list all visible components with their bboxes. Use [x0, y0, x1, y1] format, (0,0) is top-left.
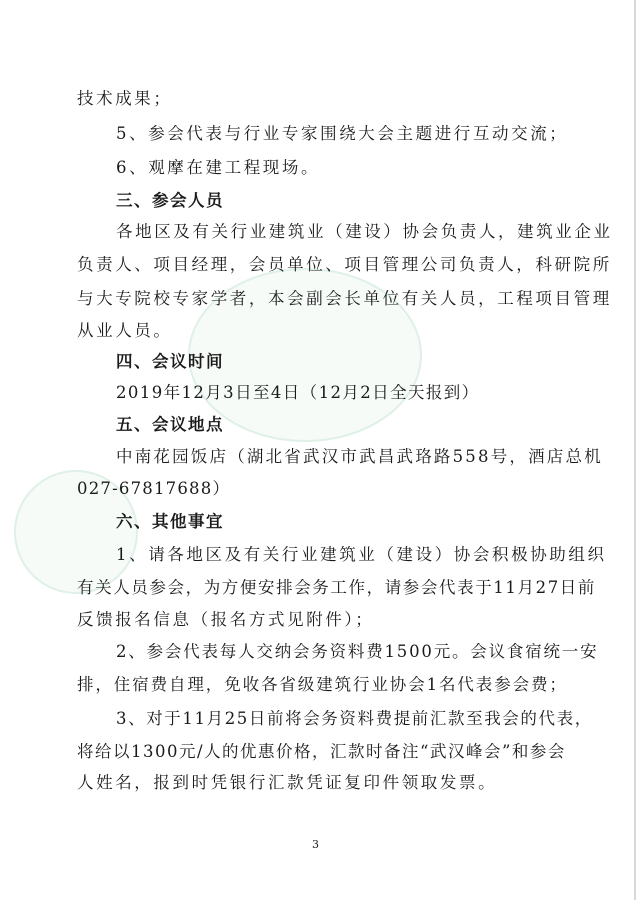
text-line-technical-results: 技术成果； — [77, 89, 173, 108]
text-line-item-6: 6、观摩在建工程现场。 — [116, 158, 321, 177]
text-line-attendees-2: 负责人、项目经理，会员单位、项目管理公司负责人，科研院所 — [77, 255, 612, 274]
text-line-other-1a: 1、请各地区及有关行业建筑业（建设）协会积极协助组织 — [116, 545, 607, 564]
text-line-attendees-3: 与大专院校专家学者，本会副会长单位有关人员，工程项目管理 — [77, 289, 612, 308]
text-line-attendees-4: 从业人员。 — [77, 321, 173, 340]
text-line-other-2b: 排，住宿费自理，免收各省级建筑行业协会1名代表参会费； — [77, 675, 568, 694]
section-heading-attendees: 三、参会人员 — [116, 191, 224, 210]
text-line-other-3a: 3、对于11月25日前将会务资料费提前汇款至我会的代表， — [116, 709, 593, 728]
text-line-other-3b: 将给以1300元/人的优惠价格，汇款时备注“武汉峰会”和参会 — [77, 742, 566, 761]
text-line-other-2a: 2、参会代表每人交纳会务资料费1500元。会议食宿统一安 — [116, 642, 599, 661]
text-line-meeting-date: 2019年12月3日至4日（12月2日全天报到） — [116, 383, 480, 402]
text-line-other-1c: 反馈报名信息（报名方式见附件）； — [77, 610, 375, 629]
text-line-other-1b: 有关人员参会，为方便安排会务工作，请参会代表于11月27日前 — [77, 578, 596, 597]
page-number: 3 — [312, 838, 319, 851]
text-line-other-3c: 人姓名，报到时凭银行汇款凭证复印件领取发票。 — [77, 773, 498, 792]
section-heading-meeting-time: 四、会议时间 — [116, 352, 224, 371]
text-line-venue-phone: 027-67817688） — [77, 479, 231, 498]
text-line-item-5: 5、参会代表与行业专家围绕大会主题进行互动交流； — [116, 124, 569, 143]
section-heading-meeting-venue: 五、会议地点 — [116, 415, 224, 434]
text-line-venue-1: 中南花园饭店（湖北省武汉市武昌武珞路558号，酒店总机 — [116, 447, 603, 466]
section-heading-other-matters: 六、其他事宜 — [116, 512, 224, 531]
text-line-attendees-1: 各地区及有关行业建筑业（建设）协会负责人，建筑业企业 — [116, 222, 613, 241]
